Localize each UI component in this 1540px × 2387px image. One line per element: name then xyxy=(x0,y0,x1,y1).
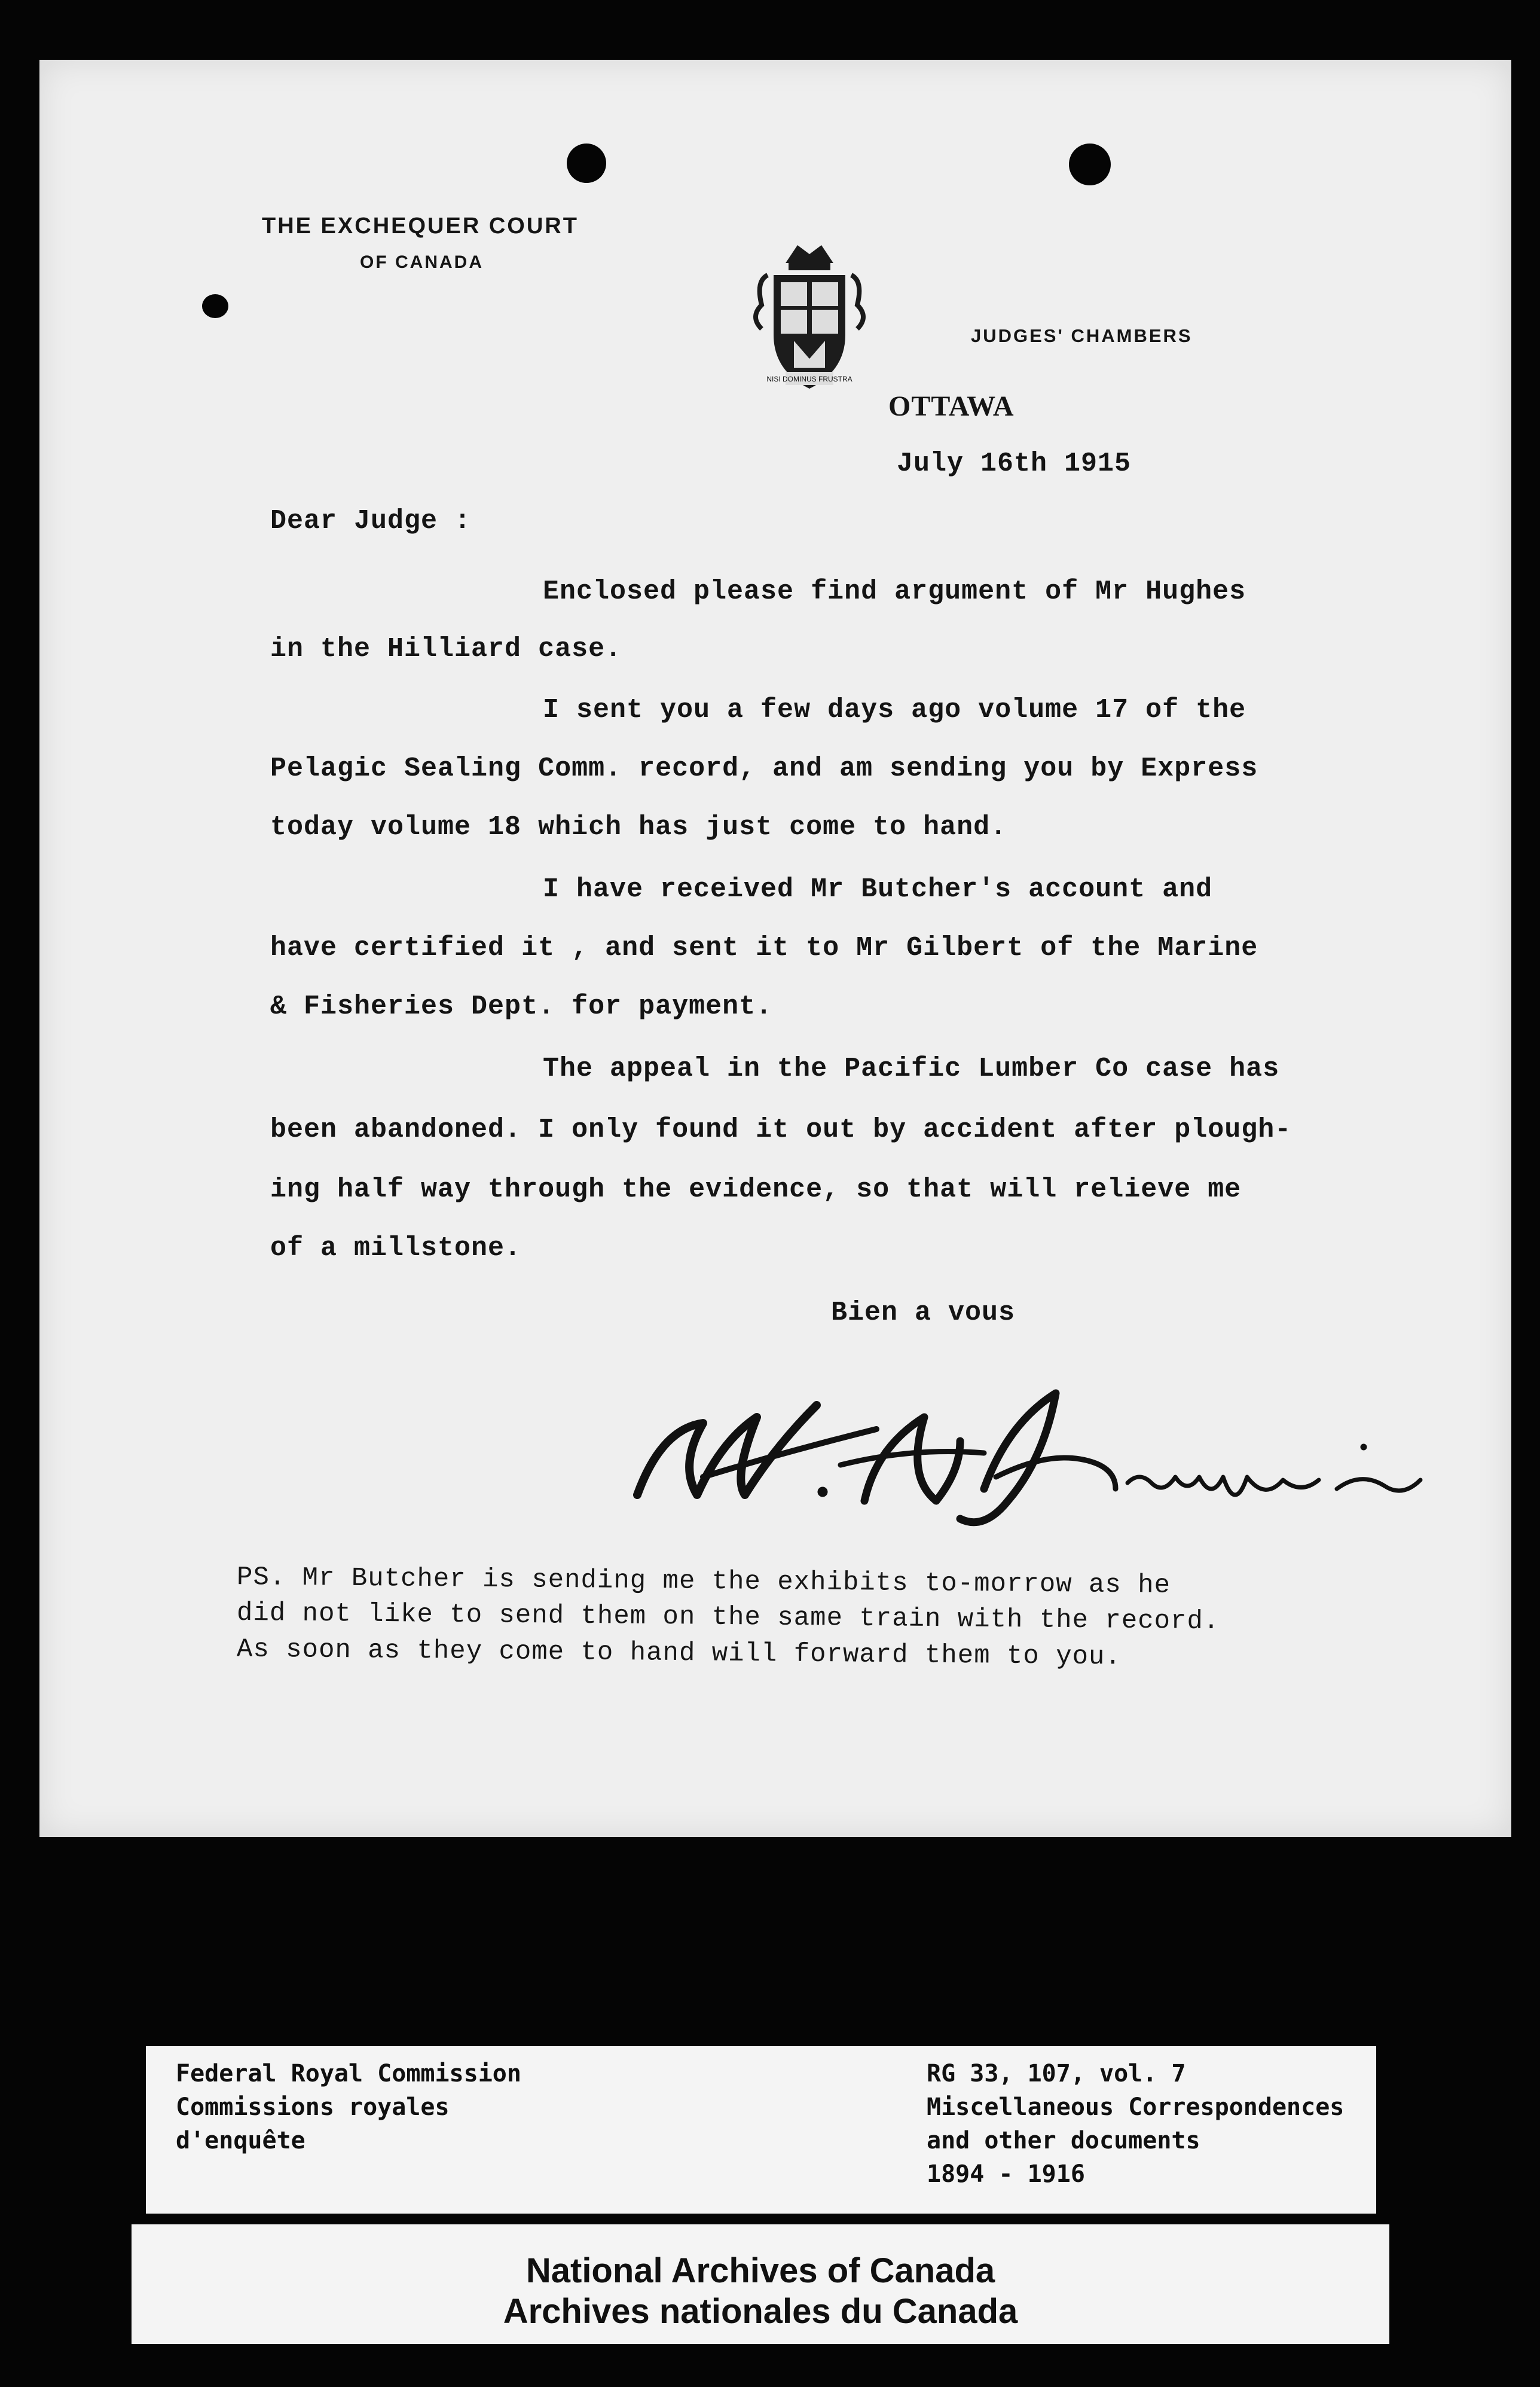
letter-line: of a millstone. xyxy=(270,1233,522,1263)
letter-sheet xyxy=(39,60,1511,1837)
coat-of-arms-crest xyxy=(744,239,875,395)
letterhead-chambers: JUDGES' CHAMBERS xyxy=(971,325,1193,346)
label-left-line: d'enquête xyxy=(176,2127,305,2154)
letter-line: Enclosed please find argument of Mr Hughes xyxy=(543,576,1246,607)
postscript-line: PS. Mr Butcher is sending me the exhibits to-morrow as he xyxy=(236,1562,1171,1601)
label-right-line: RG 33, 107, vol. 7 xyxy=(927,2060,1186,2087)
letterhead-country: OF CANADA xyxy=(360,252,484,272)
postscript-line: did not like to send them on the same train with the record. xyxy=(236,1598,1220,1637)
label-right-line: and other documents xyxy=(927,2127,1200,2154)
crest-motto: NISI DOMINUS FRUSTRA xyxy=(766,375,852,383)
postscript-line: As soon as they come to hand will forward them to you. xyxy=(236,1634,1122,1672)
label-right-line: 1894 - 1916 xyxy=(927,2160,1085,2188)
label-left-line: Commissions royales xyxy=(176,2093,450,2121)
letterhead-city: OTTAWA xyxy=(888,390,1015,422)
letter-line: been abandoned. I only found it out by accident after plough- xyxy=(270,1115,1292,1145)
letter-line: today volume 18 which has just come to hand. xyxy=(270,812,1007,843)
archive-name-fr: Archives nationales du Canada xyxy=(503,2292,1018,2331)
archive-name-en: National Archives of Canada xyxy=(525,2251,995,2290)
letter-line: ing half way through the evidence, so that will relieve me xyxy=(270,1174,1242,1205)
letter-closing: Bien a vous xyxy=(831,1298,1016,1328)
label-left-line: Federal Royal Commission xyxy=(176,2060,521,2087)
punch-hole xyxy=(567,144,606,183)
handwritten-signature xyxy=(625,1357,1450,1549)
label-right-line: Miscellaneous Correspondences xyxy=(927,2093,1345,2121)
letter-line: The appeal in the Pacific Lumber Co case has xyxy=(543,1054,1280,1084)
punch-hole xyxy=(202,294,228,318)
archive-label-card xyxy=(146,2046,1376,2214)
letter-salutation: Dear Judge : xyxy=(270,506,472,536)
archive-banner xyxy=(132,2224,1389,2344)
punch-hole xyxy=(1069,144,1111,185)
letter-line: I have received Mr Butcher's account and xyxy=(543,874,1213,905)
letterhead-court: THE EXCHEQUER COURT xyxy=(262,213,579,239)
letter-line: & Fisheries Dept. for payment. xyxy=(270,991,773,1022)
letter-line: I sent you a few days ago volume 17 of the xyxy=(543,695,1246,725)
letter-line: in the Hilliard case. xyxy=(270,634,622,664)
letter-date: July 16th 1915 xyxy=(897,448,1132,479)
letter-line: have certified it , and sent it to Mr Gilbert of the Marine xyxy=(270,933,1258,963)
letter-line: Pelagic Sealing Comm. record, and am sending you by Express xyxy=(270,753,1258,784)
